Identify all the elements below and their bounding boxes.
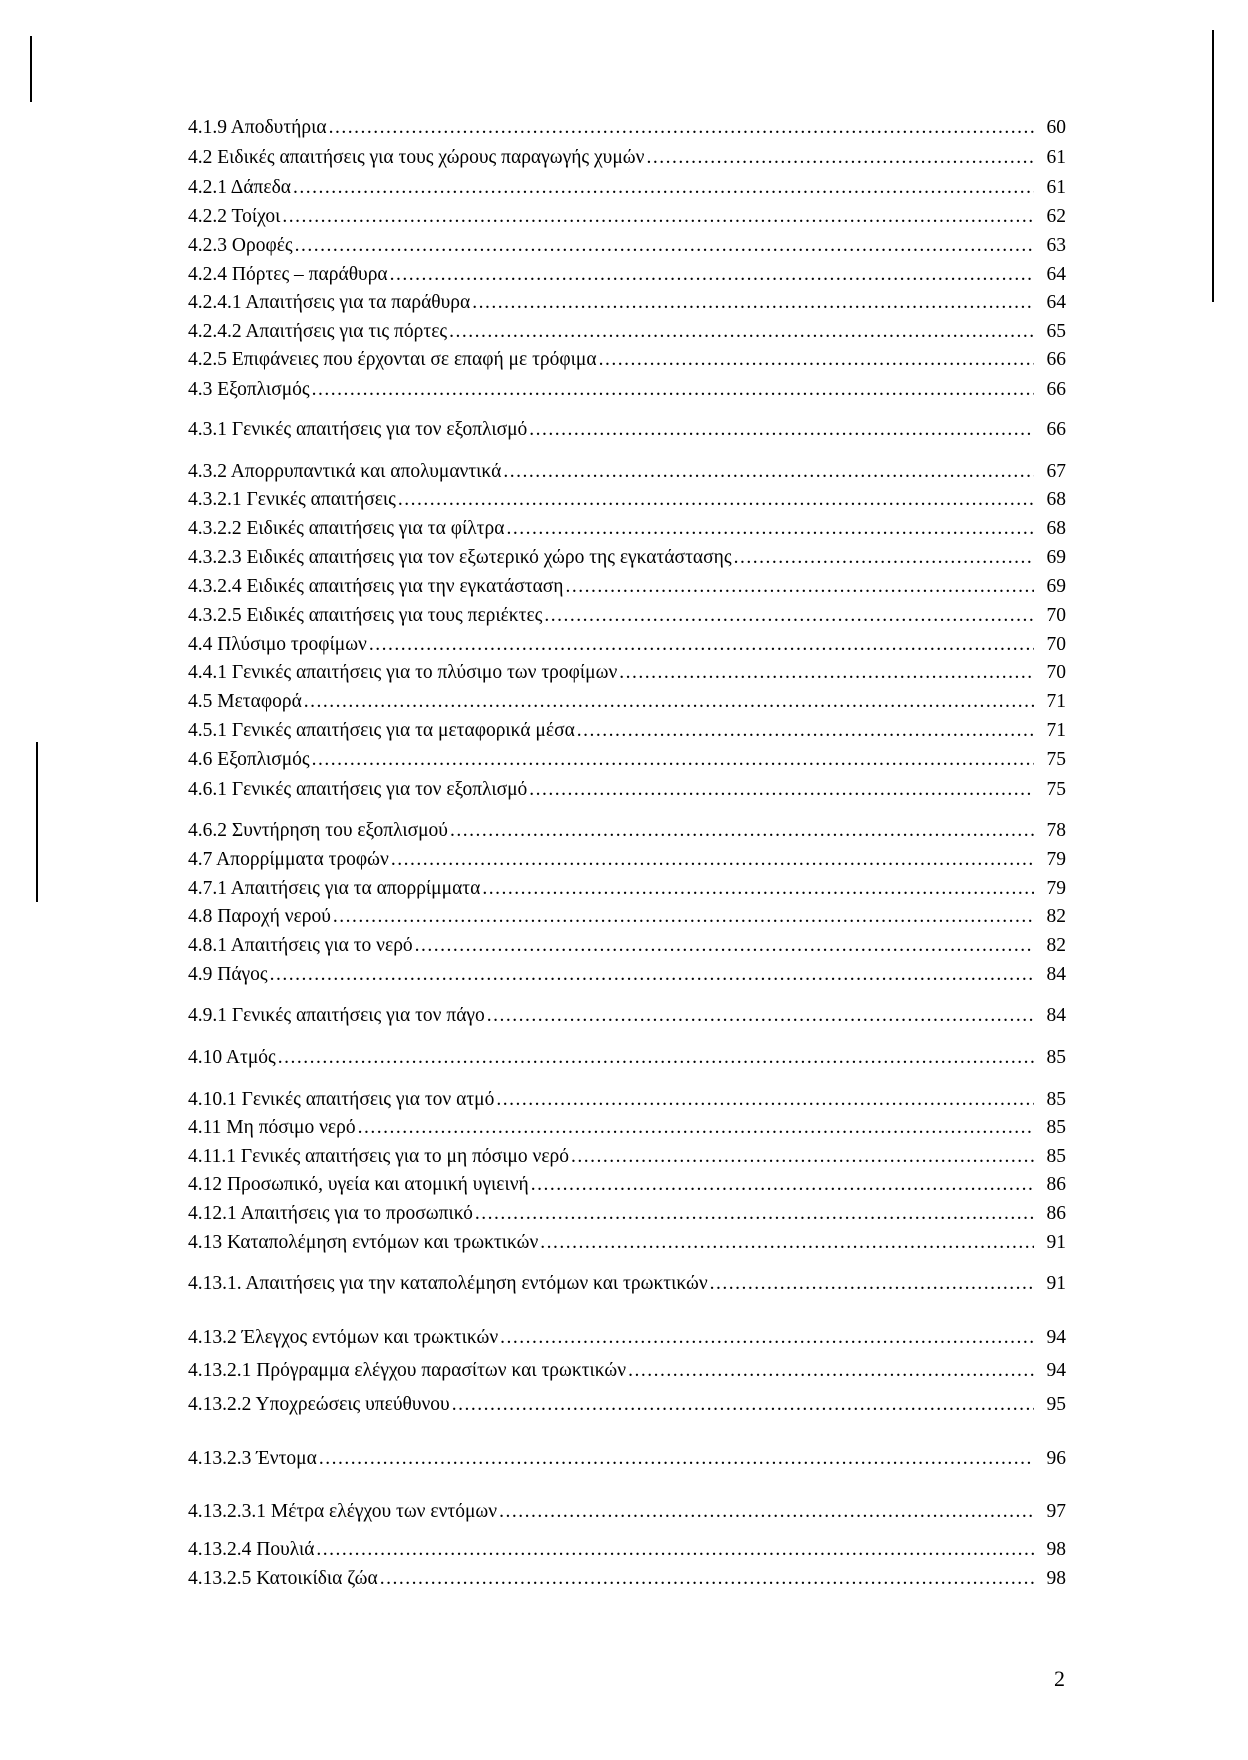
toc-entry-label: 4.13.2.3 Έντομα bbox=[188, 1448, 317, 1469]
toc-entry[interactable] bbox=[188, 748, 1066, 772]
dot-leader bbox=[449, 320, 1034, 344]
toc-entry-page: 98 bbox=[1046, 1539, 1066, 1560]
toc-entry[interactable] bbox=[188, 1447, 1066, 1471]
toc-entry-label: 4.3.2.3 Ειδικές απαιτήσεις για τον εξωτερικό χώρο της εγκατάστασης bbox=[188, 547, 732, 568]
toc-entry-label: 4.6.2 Συντήρηση του εξοπλισμού bbox=[188, 820, 448, 841]
dot-leader bbox=[358, 1116, 1034, 1140]
dot-leader bbox=[390, 263, 1034, 287]
toc-entry-page: 66 bbox=[1046, 419, 1066, 440]
toc-entry-page: 91 bbox=[1046, 1273, 1066, 1294]
dot-leader bbox=[544, 604, 1034, 628]
toc-entry[interactable] bbox=[188, 778, 1066, 802]
dot-leader bbox=[571, 1145, 1034, 1169]
dot-leader bbox=[506, 517, 1034, 541]
dot-leader bbox=[710, 1272, 1034, 1296]
toc-entry[interactable] bbox=[188, 1500, 1066, 1524]
dot-leader bbox=[577, 719, 1034, 743]
toc-entry[interactable] bbox=[188, 1359, 1066, 1383]
toc-entry[interactable] bbox=[188, 291, 1066, 315]
dot-leader bbox=[499, 1500, 1034, 1524]
toc-entry-page: 86 bbox=[1046, 1203, 1066, 1224]
dot-leader bbox=[529, 778, 1034, 802]
toc-entry-label: 4.8.1 Απαιτήσεις για το νερό bbox=[188, 935, 413, 956]
toc-entry-page: 67 bbox=[1046, 461, 1066, 482]
toc-entry-page: 85 bbox=[1046, 1117, 1066, 1138]
dot-leader bbox=[295, 234, 1034, 258]
dot-leader bbox=[282, 205, 1034, 229]
toc-entry-label: 4.11 Μη πόσιμο νερό bbox=[188, 1117, 356, 1138]
toc-entry-label: 4.2.5 Επιφάνειες που έρχονται σε επαφή με τρόφιμα bbox=[188, 349, 597, 370]
left-edge-rule bbox=[30, 36, 32, 102]
toc-entry-label: 4.9.1 Γενικές απαιτήσεις για τον πάγο bbox=[188, 1005, 485, 1026]
toc-entry-label: 4.13.1. Απαιτήσεις για την καταπολέμηση εντόμων και τρωκτικών bbox=[188, 1273, 708, 1294]
dot-leader bbox=[312, 378, 1034, 402]
toc-entry-page: 97 bbox=[1046, 1501, 1066, 1522]
toc-entry-label: 4.13.2.4 Πουλιά bbox=[188, 1539, 315, 1560]
toc-entry-label: 4.2.4.2 Απαιτήσεις για τις πόρτες bbox=[188, 321, 448, 342]
toc-entry-page: 91 bbox=[1046, 1232, 1066, 1253]
toc-entry-label: 4.12.1 Απαιτήσεις για το προσωπικό bbox=[188, 1203, 473, 1224]
dot-leader bbox=[304, 690, 1034, 714]
toc-entry[interactable] bbox=[188, 146, 1066, 170]
toc-entry[interactable] bbox=[188, 205, 1066, 229]
toc-entry-label: 4.7 Απορρίμματα τροφών bbox=[188, 849, 389, 870]
toc-entry-page: 85 bbox=[1046, 1146, 1066, 1167]
toc-entry-page: 62 bbox=[1046, 206, 1066, 227]
toc-entry[interactable] bbox=[188, 1393, 1066, 1417]
toc-entry-label: 4.3 Εξοπλισμός bbox=[188, 379, 310, 400]
toc-entry-page: 69 bbox=[1046, 547, 1066, 568]
toc-entry-page: 70 bbox=[1046, 605, 1066, 626]
toc-entry-label: 4.10.1 Γενικές απαιτήσεις για τον ατμό bbox=[188, 1089, 495, 1110]
toc-entry-page: 78 bbox=[1046, 820, 1066, 841]
toc-entry-page: 79 bbox=[1046, 849, 1066, 870]
toc-entry-label: 4.3.1 Γενικές απαιτήσεις για τον εξοπλισμό bbox=[188, 419, 528, 440]
toc-entry-label: 4.13 Καταπολέμηση εντόμων και τρωκτικών bbox=[188, 1232, 539, 1253]
toc-entry-page: 94 bbox=[1046, 1327, 1066, 1348]
dot-leader bbox=[503, 460, 1034, 484]
dot-leader bbox=[319, 1447, 1034, 1471]
dot-leader bbox=[380, 1567, 1034, 1591]
toc-entry-page: 64 bbox=[1046, 292, 1066, 313]
toc-entry[interactable] bbox=[188, 963, 1066, 987]
toc-entry[interactable] bbox=[188, 690, 1066, 714]
dot-leader bbox=[628, 1359, 1034, 1383]
toc-entry[interactable] bbox=[188, 661, 1066, 685]
page-number: 2 bbox=[1054, 1666, 1065, 1691]
toc-entry-label: 4.10 Ατμός bbox=[188, 1047, 276, 1068]
toc-entry-page: 85 bbox=[1046, 1089, 1066, 1110]
dot-leader bbox=[500, 1326, 1034, 1350]
dot-leader bbox=[646, 146, 1034, 170]
dot-leader bbox=[316, 1538, 1034, 1562]
toc-entry[interactable] bbox=[188, 877, 1066, 901]
toc-entry[interactable] bbox=[188, 604, 1066, 628]
toc-entry-label: 4.3.2.1 Γενικές απαιτήσεις bbox=[188, 489, 396, 510]
toc-entry-page: 82 bbox=[1046, 906, 1066, 927]
toc-entry-label: 4.2.3 Οροφές bbox=[188, 235, 293, 256]
toc-entry-page: 75 bbox=[1046, 749, 1066, 770]
toc-entry-label: 4.13.2.2 Υποχρεώσεις υπεύθυνου bbox=[188, 1394, 450, 1415]
toc-entry-page: 96 bbox=[1046, 1448, 1066, 1469]
toc-entry[interactable] bbox=[188, 1046, 1066, 1070]
toc-entry-label: 4.2.4 Πόρτες – παράθυρα bbox=[188, 264, 388, 285]
toc-entry-page: 84 bbox=[1046, 964, 1066, 985]
toc-entry[interactable] bbox=[188, 719, 1066, 743]
dot-leader bbox=[270, 963, 1034, 987]
toc-entry[interactable] bbox=[188, 116, 1066, 140]
toc-entry-label: 4.3.2.4 Ειδικές απαιτήσεις για την εγκατάσταση bbox=[188, 576, 564, 597]
dot-leader bbox=[496, 1088, 1034, 1112]
toc-entry-label: 4.13.2.5 Κατοικίδια ζώα bbox=[188, 1568, 378, 1589]
toc-entry-page: 85 bbox=[1046, 1047, 1066, 1068]
toc-entry[interactable] bbox=[188, 1202, 1066, 1226]
toc-entry-page: 64 bbox=[1046, 264, 1066, 285]
left-edge-rule-lower bbox=[36, 742, 38, 902]
toc-entry[interactable] bbox=[188, 1145, 1066, 1169]
toc-entry-page: 65 bbox=[1046, 321, 1066, 342]
toc-entry[interactable] bbox=[188, 348, 1066, 372]
toc-entry-label: 4.2 Ειδικές απαιτήσεις για τους χώρους παραγωγής χυμών bbox=[188, 147, 645, 168]
toc-entry[interactable] bbox=[188, 234, 1066, 258]
toc-entry[interactable] bbox=[188, 1326, 1066, 1350]
toc-entry-page: 61 bbox=[1046, 147, 1066, 168]
toc-entry-page: 71 bbox=[1046, 691, 1066, 712]
dot-leader bbox=[415, 934, 1034, 958]
toc-entry[interactable] bbox=[188, 320, 1066, 344]
dot-leader bbox=[482, 877, 1034, 901]
toc-entry-label: 4.4 Πλύσιμο τροφίμων bbox=[188, 634, 367, 655]
toc-entry-page: 66 bbox=[1046, 349, 1066, 370]
dot-leader bbox=[452, 1393, 1034, 1417]
toc-entry-page: 94 bbox=[1046, 1360, 1066, 1381]
toc-entry[interactable] bbox=[188, 1567, 1066, 1591]
toc-entry-page: 98 bbox=[1046, 1568, 1066, 1589]
toc-entry[interactable] bbox=[188, 1088, 1066, 1112]
toc-entry[interactable] bbox=[188, 546, 1066, 570]
toc-entry-page: 82 bbox=[1046, 935, 1066, 956]
toc-entry-label: 4.3.2.2 Ειδικές απαιτήσεις για τα φίλτρα bbox=[188, 518, 505, 539]
toc-entry[interactable] bbox=[188, 488, 1066, 512]
toc-entry-page: 68 bbox=[1046, 518, 1066, 539]
toc-entry[interactable] bbox=[188, 1173, 1066, 1197]
toc-entry-page: 71 bbox=[1046, 720, 1066, 741]
toc-entry-page: 66 bbox=[1046, 379, 1066, 400]
toc-entry-label: 4.8 Παροχή νερού bbox=[188, 906, 331, 927]
toc-entry-page: 61 bbox=[1046, 177, 1066, 198]
toc-entry[interactable] bbox=[188, 1231, 1066, 1255]
toc-entry-page: 75 bbox=[1046, 779, 1066, 800]
dot-leader bbox=[734, 546, 1034, 570]
right-edge-rule bbox=[1212, 30, 1214, 302]
toc-entry-page: 60 bbox=[1046, 117, 1066, 138]
toc-entry-label: 4.2.1 Δάπεδα bbox=[188, 177, 291, 198]
toc-entry[interactable] bbox=[188, 1004, 1066, 1028]
toc-entry[interactable] bbox=[188, 263, 1066, 287]
dot-leader bbox=[531, 1173, 1034, 1197]
dot-leader bbox=[529, 418, 1034, 442]
dot-leader bbox=[599, 348, 1034, 372]
toc-entry[interactable] bbox=[188, 517, 1066, 541]
dot-leader bbox=[391, 848, 1034, 872]
toc-entry[interactable] bbox=[188, 378, 1066, 402]
toc-entry-label: 4.5 Μεταφορά bbox=[188, 691, 302, 712]
toc-entry-page: 69 bbox=[1046, 576, 1066, 597]
toc-entry-page: 86 bbox=[1046, 1174, 1066, 1195]
toc-entry-label: 4.13.2 Έλεγχος εντόμων και τρωκτικών bbox=[188, 1327, 499, 1348]
toc-entry-label: 4.11.1 Γενικές απαιτήσεις για το μη πόσιμο νερό bbox=[188, 1146, 570, 1167]
toc-entry-label: 4.1.9 Αποδυτήρια bbox=[188, 117, 327, 138]
toc-entry-label: 4.4.1 Γενικές απαιτήσεις για το πλύσιμο των τροφίμων bbox=[188, 662, 618, 683]
dot-leader bbox=[566, 575, 1035, 599]
dot-leader bbox=[475, 1202, 1034, 1226]
toc-entry-page: 95 bbox=[1046, 1394, 1066, 1415]
toc-entry-label: 4.7.1 Απαιτήσεις για τα απορρίμματα bbox=[188, 878, 481, 899]
toc-entry[interactable] bbox=[188, 633, 1066, 657]
dot-leader bbox=[540, 1231, 1034, 1255]
toc-entry[interactable] bbox=[188, 575, 1066, 599]
dot-leader bbox=[450, 819, 1034, 843]
toc-entry-label: 4.13.2.3.1 Μέτρα ελέγχου των εντόμων bbox=[188, 1501, 498, 1522]
toc-entry-label: 4.6 Εξοπλισμός bbox=[188, 749, 310, 770]
dot-leader bbox=[333, 905, 1034, 929]
dot-leader bbox=[369, 633, 1034, 657]
toc-entry-label: 4.3.2.5 Ειδικές απαιτήσεις για τους περιέκτες bbox=[188, 605, 543, 626]
dot-leader bbox=[312, 748, 1034, 772]
toc-entry-label: 4.9 Πάγος bbox=[188, 964, 268, 985]
toc-entry-label: 4.12 Προσωπικό, υγεία και ατομική υγιεινή bbox=[188, 1174, 529, 1195]
toc-entry[interactable] bbox=[188, 418, 1066, 442]
toc-entry-page: 84 bbox=[1046, 1005, 1066, 1026]
dot-leader bbox=[472, 291, 1034, 315]
toc-entry[interactable] bbox=[188, 1538, 1066, 1562]
dot-leader bbox=[329, 116, 1034, 140]
toc-entry-label: 4.3.2 Απορρυπαντικά και απολυμαντικά bbox=[188, 461, 502, 482]
dot-leader bbox=[398, 488, 1034, 512]
dot-leader bbox=[293, 176, 1034, 200]
toc-entry[interactable] bbox=[188, 1116, 1066, 1140]
toc-entry-label: 4.2.4.1 Απαιτήσεις για τα παράθυρα bbox=[188, 292, 471, 313]
toc-entry[interactable] bbox=[188, 819, 1066, 843]
dot-leader bbox=[619, 661, 1034, 685]
toc-entry[interactable] bbox=[188, 905, 1066, 929]
toc-entry-page: 68 bbox=[1046, 489, 1066, 510]
toc-entry-page: 63 bbox=[1046, 235, 1066, 256]
toc-entry[interactable] bbox=[188, 460, 1066, 484]
toc-entry-page: 79 bbox=[1046, 878, 1066, 899]
toc-entry-label: 4.2.2 Τοίχοι bbox=[188, 206, 281, 227]
dot-leader bbox=[487, 1004, 1034, 1028]
dot-leader bbox=[278, 1046, 1034, 1070]
toc-entry-page: 70 bbox=[1046, 634, 1066, 655]
toc-entry[interactable] bbox=[188, 1272, 1066, 1296]
toc-entry-label: 4.5.1 Γενικές απαιτήσεις για τα μεταφορικά μέσα bbox=[188, 720, 575, 741]
toc-entry-label: 4.6.1 Γενικές απαιτήσεις για τον εξοπλισμό bbox=[188, 779, 528, 800]
toc-entry-page: 70 bbox=[1046, 662, 1066, 683]
toc-entry[interactable] bbox=[188, 934, 1066, 958]
toc-entry-label: 4.13.2.1 Πρόγραμμα ελέγχου παρασίτων και τρωκτικών bbox=[188, 1360, 627, 1381]
toc-entry[interactable] bbox=[188, 848, 1066, 872]
toc-entry[interactable] bbox=[188, 176, 1066, 200]
